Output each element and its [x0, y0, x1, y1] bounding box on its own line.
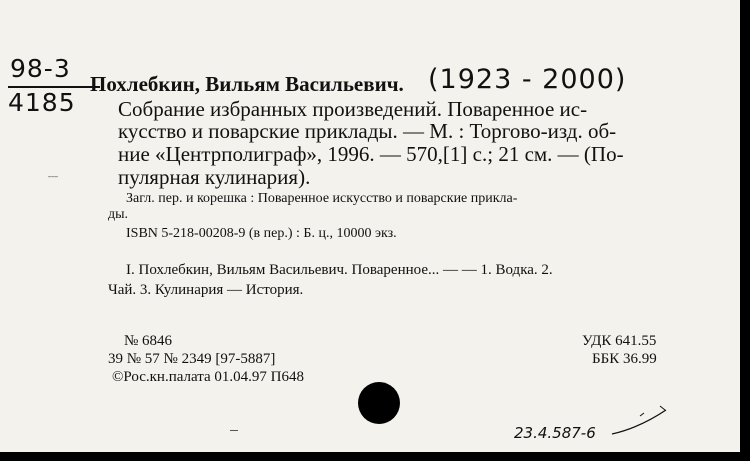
handwritten-stroke	[610, 404, 670, 438]
registration-number: 39 № 57 № 2349 [97-5887]	[108, 351, 276, 367]
description-line: кусство и поварские приклады. — М. : Торгово-изд. об-	[118, 119, 617, 143]
speck-mark: ˉˉˉ	[48, 175, 58, 186]
bbk-code: ББК 36.99	[592, 351, 657, 367]
description-line: ние «Центрполиграф», 1996. — 570,[1] с.; 21 см. — (По-	[118, 142, 624, 166]
shelfmark-top: 98-3	[10, 54, 71, 83]
udk-code: УДК 641.55	[582, 333, 657, 349]
dash-mark	[230, 430, 238, 431]
isbn-line: ISBN 5-218-00208-9 (в пер.) : Б. ц., 10000 экз.	[126, 226, 397, 241]
shelfmark-bottom: 4185	[8, 88, 76, 117]
author-life-dates: (1923 - 2000)	[428, 64, 627, 95]
chamber-stamp-line: ©Рос.кн.палата 01.04.97 П648	[112, 369, 305, 385]
title-note-line: ды.	[108, 207, 129, 222]
tracing-line: I. Похлебкин, Вильям Васильевич. Поваренное... — — 1. Водка. 2.	[126, 262, 553, 278]
tracing-line: Чай. 3. Кулинария — История.	[108, 282, 304, 298]
punch-hole	[358, 382, 400, 424]
description-line: Собрание избранных произведений. Поваренное ис-	[118, 97, 588, 121]
card-number: № 6846	[124, 333, 173, 349]
handwritten-note: 23.4.587-6	[514, 424, 596, 442]
title-note-line: Загл. пер. и корешка : Поваренное искусство и поварские прикла-	[126, 191, 518, 206]
description-line: пулярная кулинария).	[118, 165, 311, 189]
author-heading: Похлебкин, Вильям Васильевич.	[90, 72, 404, 96]
